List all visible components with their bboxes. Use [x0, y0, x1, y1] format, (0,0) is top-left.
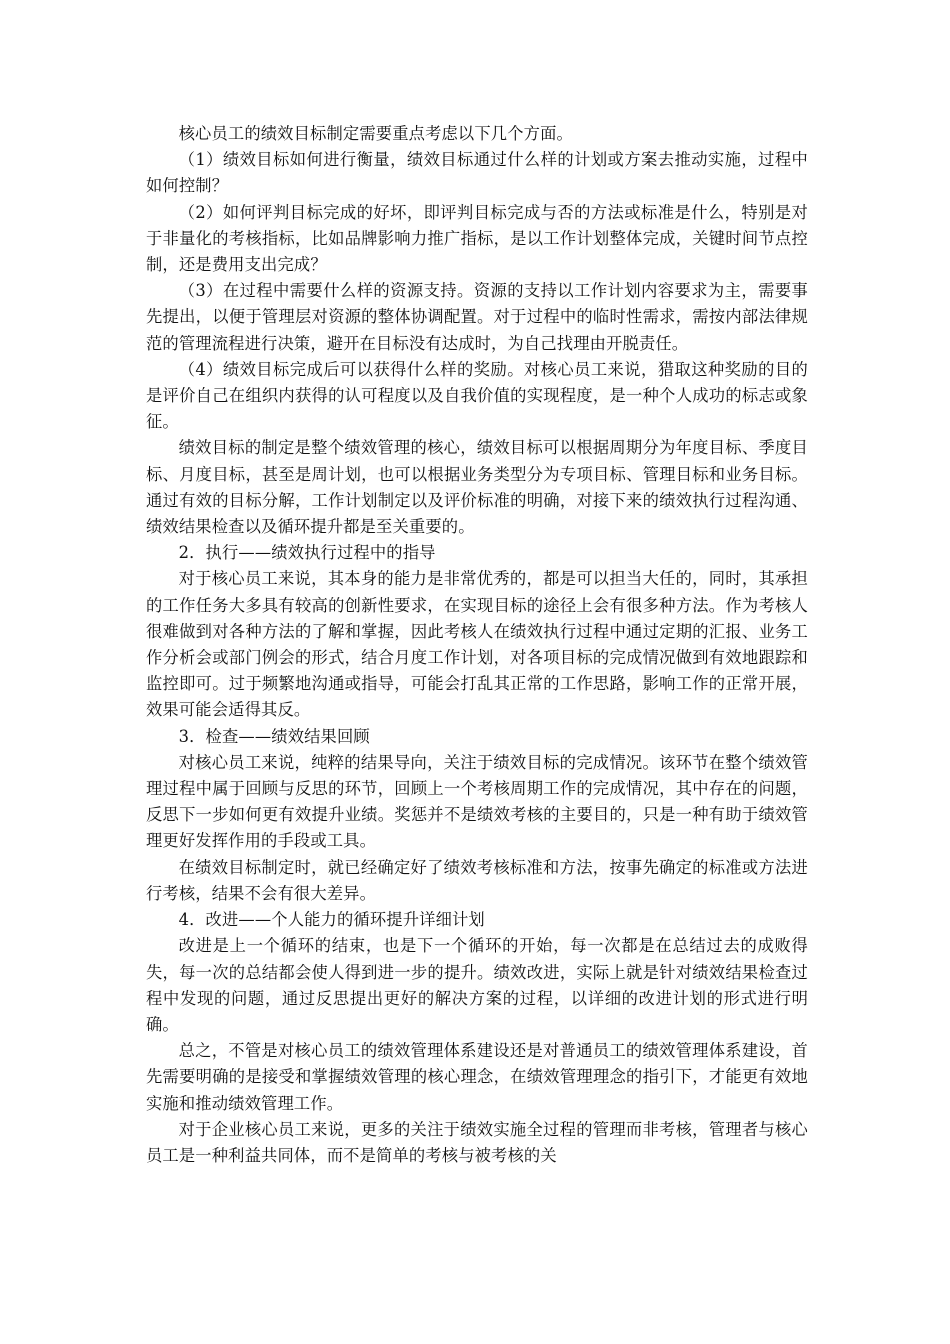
point-4-paragraph: （4）绩效目标完成后可以获得什么样的奖励。对核心员工来说，猎取这种奖励的目的是评价自己在组织内获得的认可程度以及自我价值的实现程度，是一种个人成功的标志或象征。 — [146, 359, 808, 432]
goal-summary-paragraph: 绩效目标的制定是整个绩效管理的核心，绩效目标可以根据周期分为年度目标、季度目标、月度目标，甚至是周计划，也可以根据业务类型分为专项目标、管理目标和业务目标。通过有效的目标分解，工作计划制定以及评价标准的明确，对接下来的绩效执行过程沟通、绩效结果检查以及循环提升都是至关重要的。 — [146, 438, 808, 537]
review-paragraph: 对核心员工来说，纯粹的结果导向，关注于绩效目标的完成情况。该环节在整个绩效管理过程中属于回顾与反思的环节，回顾上一个考核周期工作的完成情况，其中存在的问题，反思下一步如何更有效提升业绩。奖惩并不是绩效考核的主要目的，只是一种有助于绩效管理更好发挥作用的手段或工具。 — [146, 752, 808, 851]
section-heading-execution: 2．执行——绩效执行过程中的指导 — [178, 543, 436, 563]
point-3-paragraph: （3）在过程中需要什么样的资源支持。资源的支持以工作计划内容要求为主，需要事先提出，以便于管理层对资源的整体协调配置。对于过程中的临时性需求，需按内部法律规范的管理流程进行决策，避开在目标没有达成时，为自己找理由开脱责任。 — [146, 281, 808, 353]
conclusion-paragraph: 总之，不管是对核心员工的绩效管理体系建设还是对普通员工的绩效管理体系建设，首先需要明确的是接受和掌握绩效管理的核心理念，在绩效管理理念的指引下，才能更有效地实施和推动绩效管理工作。 — [146, 1041, 808, 1113]
improvement-paragraph: 改进是上一个循环的结束，也是下一个循环的开始，每一次都是在总结过去的成败得失，每一次的总结都会使人得到进一步的提升。绩效改进，实际上就是针对绩效结果检查过程中发现的问题，通过反思提出更好的解决方案的过程，以详细的改进计划的形式进行明确。 — [146, 936, 808, 1034]
section-heading-improvement: 4．改进——个人能力的循环提升详细计划 — [178, 910, 485, 930]
point-1-paragraph: （1）绩效目标如何进行衡量，绩效目标通过什么样的计划或方案去推动实施，过程中如何控制？ — [146, 150, 808, 196]
closing-paragraph: 对于企业核心员工来说，更多的关注于绩效实施全过程的管理而非考核，管理者与核心员工是一种利益共同体，而不是简单的考核与被考核的关 — [146, 1119, 808, 1165]
execution-paragraph: 对于核心员工来说，其本身的能力是非常优秀的，都是可以担当大任的，同时，其承担的工作任务大多具有较高的创新性要求，在实现目标的途径上会有很多种方法。作为考核人很难做到对各种方法的了解和掌握，因此考核人在绩效执行过程中通过定期的汇报、业务工作分析会或部门例会的形式，结合月度工作计划，对各项目标的完成情况做到有效地跟踪和监控即可。过于频繁地沟通或指导，可能会打乱其正常的工作思路，影响工作的正常开展，效果可能会适得其反。 — [146, 569, 808, 720]
document-page — [146, 121, 808, 1169]
intro-paragraph: 核心员工的绩效目标制定需要重点考虑以下几个方面。 — [178, 124, 573, 143]
review-standard-paragraph: 在绩效目标制定时，就已经确定好了绩效考核标准和方法，按事先确定的标准或方法进行考核，结果不会有很大差异。 — [146, 857, 808, 903]
point-2-paragraph: （2）如何评判目标完成的好坏，即评判目标完成与否的方法或标准是什么，特别是对于非量化的考核指标，比如品牌影响力推广指标，是以工作计划整体完成，关键时间节点控制，还是费用支出完成？ — [146, 202, 808, 275]
section-heading-review: 3．检查——绩效结果回顾 — [178, 726, 370, 746]
